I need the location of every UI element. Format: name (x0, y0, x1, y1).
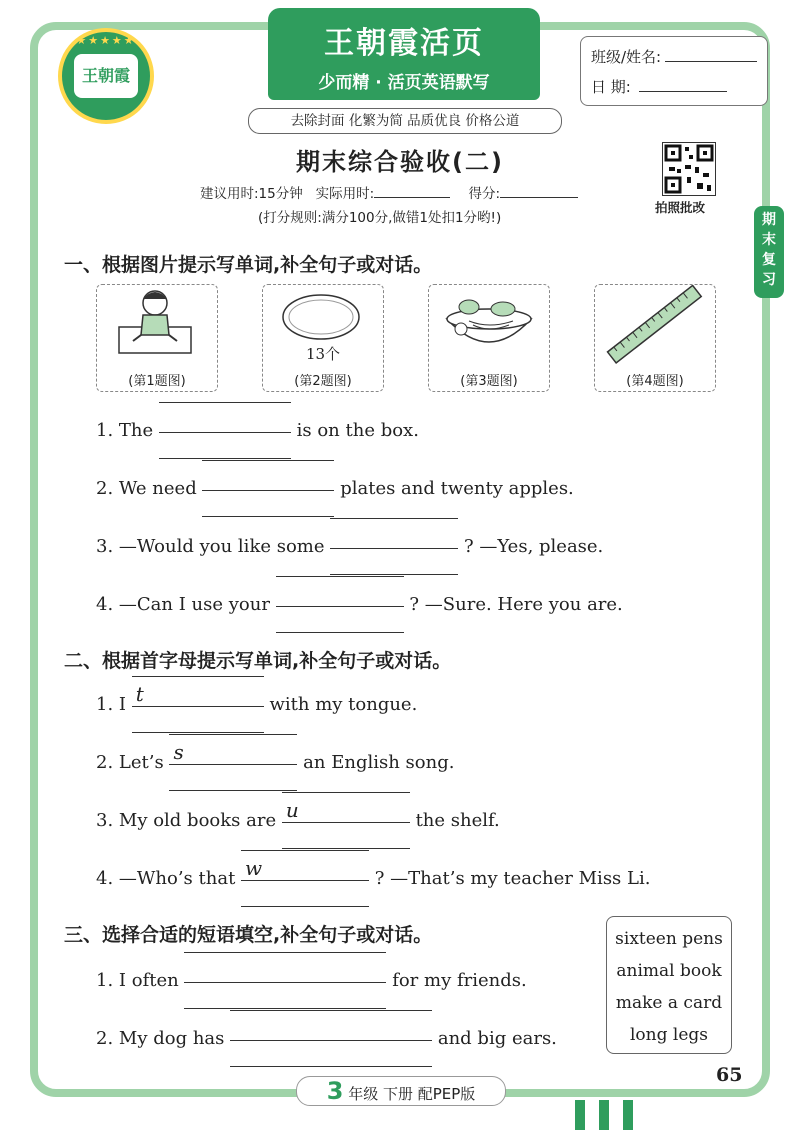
s1-question-1: 1. The is on the box. (96, 416, 419, 441)
s1-question-2: 2. We need plates and twenty apples. (96, 474, 574, 499)
page-number: 65 (716, 1064, 743, 1086)
answer-blank[interactable] (132, 682, 264, 710)
noodles-bowl-icon (429, 285, 549, 365)
picture-2-caption: 13个 (305, 345, 341, 363)
header-banner (268, 8, 540, 100)
brand-title: 王朝霞活页 (324, 26, 484, 61)
qr-code-icon[interactable] (662, 142, 716, 196)
grade-footer (296, 1076, 506, 1106)
logo-text: 王朝霞 (74, 54, 138, 98)
stripe (623, 1100, 633, 1130)
s3-question-1: 1. I often for my friends. (96, 966, 527, 991)
hint-letter: s (173, 740, 184, 764)
answer-blank[interactable] (230, 1024, 432, 1044)
class-name-label: 班级/姓名: (591, 48, 662, 66)
hint-letter: u (285, 798, 299, 822)
page-title: 期末综合验收(二) (296, 148, 504, 176)
qr-label: 拍照批改 (655, 200, 706, 215)
picture-2 (262, 284, 384, 392)
class-name-row (591, 45, 757, 67)
suggested-time: 建议用时:15分钟 (200, 186, 303, 202)
section1-heading: 一、根据图片提示写单词,补全句子或对话。 (64, 254, 433, 276)
picture-4 (594, 284, 716, 392)
scoring-rule: (打分规则:满分100分,做错1处扣1分哟!) (258, 210, 502, 226)
phrase-option: sixteen pens (615, 929, 723, 949)
grade-number: 3 (326, 1077, 344, 1105)
s3-question-2: 2. My dog has and big ears. (96, 1024, 557, 1049)
answer-blank[interactable] (169, 740, 297, 768)
actual-time-field[interactable] (374, 183, 450, 198)
s2-question-2: 2. Let’s s an English song. (96, 748, 454, 773)
student-info-box (580, 36, 768, 106)
s2-question-4: 4. —Who’s that w ? —That’s my teacher Miss Li. (96, 864, 650, 889)
ruler-icon (595, 285, 715, 365)
phrase-option: animal book (616, 961, 722, 981)
s2-question-3: 3. My old books are u the shelf. (96, 806, 500, 831)
picture-1 (96, 284, 218, 392)
date-label: 日 期: (591, 78, 631, 96)
phrase-options-box (606, 916, 732, 1054)
picture-2-label: (第2题图) (294, 374, 352, 389)
date-field[interactable] (639, 75, 727, 92)
picture-3-label: (第3题图) (460, 374, 518, 389)
side-tab (754, 206, 784, 298)
answer-blank[interactable] (202, 474, 334, 494)
answer-blank[interactable] (282, 798, 410, 826)
side-tab-label: 期末复习 (762, 212, 776, 288)
phrase-option: make a card (615, 993, 723, 1013)
actual-time-label: 实际用时: (315, 186, 375, 202)
answer-blank[interactable] (184, 966, 386, 986)
slogan: 去除封面 化繁为简 品质优良 价格公道 (248, 108, 562, 134)
s2-question-1: 1. I t with my tongue. (96, 690, 417, 715)
brand-logo (58, 28, 154, 124)
decorative-stripes (575, 1100, 647, 1134)
time-score-row (200, 182, 578, 202)
stripe (599, 1100, 609, 1130)
phrase-option: long legs (629, 1025, 708, 1045)
picture-1-label: (第1题图) (128, 374, 186, 389)
answer-blank[interactable] (159, 416, 291, 436)
picture-4-label: (第4题图) (626, 374, 684, 389)
brand-subtitle: 少而精 · 活页英语默写 (318, 73, 490, 93)
stripe (575, 1100, 585, 1130)
plate-icon (263, 285, 383, 345)
class-name-field[interactable] (665, 45, 757, 62)
score-label: 得分: (468, 186, 501, 202)
boy-on-box-icon (97, 285, 217, 365)
hint-letter: w (245, 856, 263, 880)
section2-heading: 二、根据首字母提示写单词,补全句子或对话。 (64, 650, 452, 672)
hint-letter: t (135, 682, 144, 706)
star-icon: ★★★★★ (76, 34, 136, 47)
s1-question-3: 3. —Would you like some ? —Yes, please. (96, 532, 603, 557)
grade-text: 年级 下册 配PEP版 (348, 1085, 476, 1103)
date-row (591, 75, 727, 97)
picture-3 (428, 284, 550, 392)
section3-heading: 三、选择合适的短语填空,补全句子或对话。 (64, 924, 433, 946)
answer-blank[interactable] (330, 532, 458, 552)
answer-blank[interactable] (241, 856, 369, 884)
s1-question-4: 4. —Can I use your ? —Sure. Here you are. (96, 590, 623, 615)
score-field[interactable] (500, 183, 578, 198)
answer-blank[interactable] (276, 590, 404, 610)
